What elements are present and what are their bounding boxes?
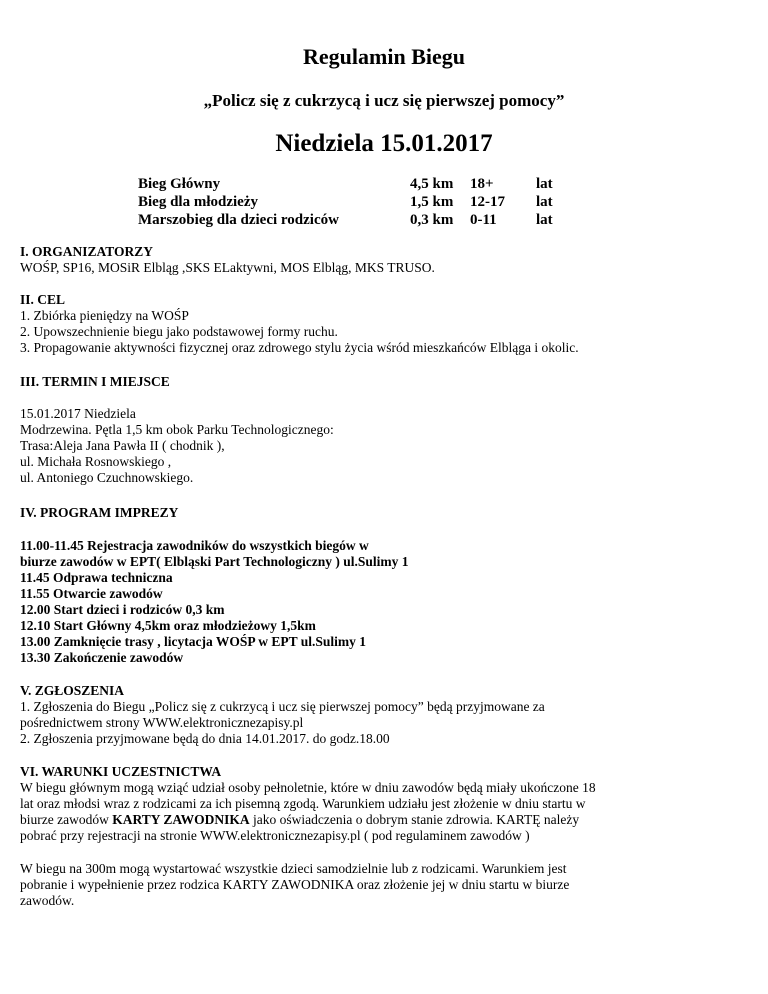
page-title: Regulamin Biegu xyxy=(303,44,465,69)
organizers-text: WOŚP, SP16, MOSiR Elbląg ,SKS ELaktywni, MOS Elbląg, MKS TRUSO. xyxy=(20,260,435,275)
events-table xyxy=(138,175,553,229)
event-distance: 0,3 km xyxy=(410,212,454,228)
section-heading-registration: V. ZGŁOSZENIA xyxy=(20,683,125,698)
event-name: Marszobieg dla dzieci rodziców xyxy=(138,212,339,228)
event-age: 18+ xyxy=(470,176,494,192)
event-age-unit: lat xyxy=(536,176,553,192)
participation-text: biurze zawodów xyxy=(20,812,113,827)
date-place-line: Trasa:Aleja Jana Pawła II ( chodnik ), xyxy=(20,438,225,453)
program-line: 11.55 Otwarcie zawodów xyxy=(20,586,163,601)
program-line: 13.30 Zakończenie zawodów xyxy=(20,650,184,665)
program-line: 12.00 Start dzieci i rodziców 0,3 km xyxy=(20,602,225,617)
date-place-line: 15.01.2017 Niedziela xyxy=(20,406,136,421)
event-row xyxy=(138,175,553,193)
registration-line: pośrednictwem strony WWW.elektronicznezapisy.pl xyxy=(20,715,304,730)
program-line: 12.10 Start Główny 4,5km oraz młodzieżowy 1,5km xyxy=(20,618,316,633)
event-date: Niedziela 15.01.2017 xyxy=(275,130,493,157)
children-run-line: zawodów. xyxy=(20,893,75,908)
event-row xyxy=(138,211,553,229)
section-heading-organizers: I. ORGANIZATORZY xyxy=(20,244,154,259)
event-age: 0-11 xyxy=(470,212,497,228)
event-name: Bieg Główny xyxy=(138,176,221,192)
date-place-line: ul. Antoniego Czuchnowskiego. xyxy=(20,470,194,485)
registration-line: 2. Zgłoszenia przyjmowane będą do dnia 14.01.2017. do godz.18.00 xyxy=(20,731,390,746)
participation-line: W biegu głównym mogą wziąć udział osoby pełnoletnie, które w dniu zawodów będą miały ukończone 18 xyxy=(20,780,596,795)
date-place-line: ul. Michała Rosnowskiego , xyxy=(20,454,172,469)
section-heading-program: IV. PROGRAM IMPREZY xyxy=(20,505,179,520)
program-line: 11.00-11.45 Rejestracja zawodników do wszystkich biegów w xyxy=(20,538,369,553)
event-subtitle: „Policz się z cukrzycą i ucz się pierwszej pomocy” xyxy=(203,91,565,110)
program-line: 11.45 Odprawa techniczna xyxy=(20,570,173,585)
program-line: biurze zawodów w EPT( Elbląski Part Technologiczny ) ul.Sulimy 1 xyxy=(20,554,409,569)
goal-line: 3. Propagowanie aktywności fizycznej oraz zdrowego stylu życia wśród mieszkańców Elbląga i okolic. xyxy=(20,340,579,355)
participation-line: lat oraz młodsi wraz z rodzicami za ich pisemną zgodą. Warunkiem udziału jest złożenie w dniu startu w xyxy=(20,796,586,811)
participation-line: pobrać przy rejestracji na stronie WWW.elektronicznezapisy.pl ( pod regulaminem zawodów ) xyxy=(20,828,530,843)
event-row xyxy=(138,193,553,211)
program-line: 13.00 Zamknięcie trasy , licytacja WOŚP w EPT ul.Sulimy 1 xyxy=(20,634,367,649)
participation-text: jako oświadczenia o dobrym stanie zdrowia. KARTĘ należy xyxy=(249,812,580,827)
event-age: 12-17 xyxy=(470,194,505,210)
section-heading-participation: VI. WARUNKI UCZESTNICTWA xyxy=(20,764,222,779)
children-run-line: W biegu na 300m mogą wystartować wszystkie dzieci samodzielnie lub z rodzicami. Warunkiem jest xyxy=(20,861,567,876)
event-distance: 4,5 km xyxy=(410,176,454,192)
section-heading-goal: II. CEL xyxy=(20,292,66,307)
children-run-line: pobranie i wypełnienie przez rodzica KARTY ZAWODNIKA oraz złożenie jej w dniu startu w biurze xyxy=(20,877,570,892)
section-heading-date-place: III. TERMIN I MIEJSCE xyxy=(20,374,170,389)
event-age-unit: lat xyxy=(536,194,553,210)
event-name: Bieg dla młodzieży xyxy=(138,194,258,210)
goal-line: 1. Zbiórka pieniędzy na WOŚP xyxy=(20,308,189,323)
participation-line xyxy=(20,812,579,828)
event-age-unit: lat xyxy=(536,212,553,228)
goal-line: 2. Upowszechnienie biegu jako podstawowej formy ruchu. xyxy=(20,324,338,339)
registration-line: 1. Zgłoszenia do Biegu „Policz się z cukrzycą i ucz się pierwszej pomocy” będą przyjmowane za xyxy=(20,699,545,714)
date-place-line: Modrzewina. Pętla 1,5 km obok Parku Technologicznego: xyxy=(20,422,334,437)
event-distance: 1,5 km xyxy=(410,194,454,210)
athlete-card-bold: KARTY ZAWODNIKA xyxy=(112,812,250,827)
